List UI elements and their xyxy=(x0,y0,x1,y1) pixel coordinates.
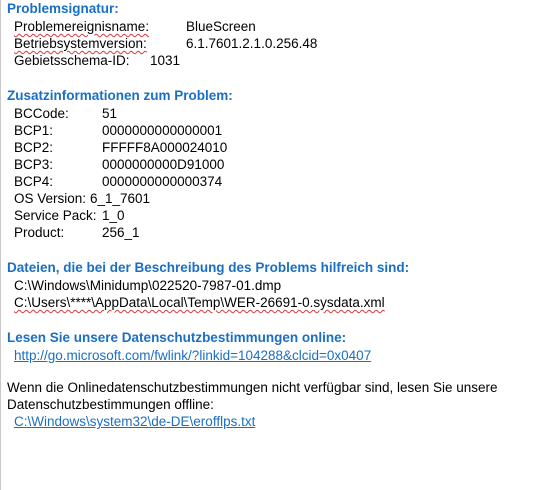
additional-row xyxy=(7,156,537,173)
signature-heading: Problemsignatur: xyxy=(7,1,119,16)
bcp3-value: 0000000000D91000 xyxy=(102,157,225,172)
locale-id-label: Gebietsschema-ID: xyxy=(14,53,130,68)
bcp2-value: FFFFF8A000024010 xyxy=(102,140,228,155)
product-value: 256_1 xyxy=(102,225,140,240)
privacy-online-heading: Lesen Sie unsere Datenschutzbestimmungen online: xyxy=(7,330,347,345)
event-name-value: BlueScreen xyxy=(186,19,256,34)
signature-row-locale-id xyxy=(7,52,537,69)
bccode-value: 51 xyxy=(102,106,118,121)
bcp4-value: 0000000000000374 xyxy=(102,174,223,189)
additional-row xyxy=(7,190,537,207)
files-heading: Dateien, die bei der Beschreibung des Problems hilfreich sind: xyxy=(7,260,410,275)
event-name-label: Problemereignisname: xyxy=(14,19,150,34)
additional-row xyxy=(7,207,537,224)
os-version-short-value: 6_1_7601 xyxy=(90,191,151,206)
os-version-value: 6.1.7601.2.1.0.256.48 xyxy=(186,36,318,51)
privacy-offline-row xyxy=(7,413,537,430)
bcp3-label: BCP3: xyxy=(14,157,54,172)
file-path-sysdata xyxy=(7,294,537,311)
problem-details-content xyxy=(7,0,537,430)
bccode-label: BCCode: xyxy=(14,106,69,121)
product-label: Product: xyxy=(14,225,65,240)
privacy-offline-link[interactable]: C:\Windows\system32\de-DE\erofflps.txt xyxy=(14,414,256,429)
privacy-online-row xyxy=(7,347,537,364)
sysdata-path-text: C:\Users\****\AppData\Local\Temp\WER-26691-0.sysdata.xml xyxy=(14,295,385,310)
privacy-offline-text: Wenn die Onlinedatenschutzbestimmungen nicht verfügbar sind, lesen Sie unsere Datenschutzbestimmungen offline: xyxy=(7,380,498,412)
service-pack-label: Service Pack: xyxy=(14,208,97,223)
signature-row-os-version xyxy=(7,35,537,52)
os-version-label: Betriebsystemversion: xyxy=(14,36,147,51)
spacer xyxy=(7,364,537,379)
bcp4-label: BCP4: xyxy=(14,174,54,189)
service-pack-value: 1_0 xyxy=(102,208,125,223)
spacer xyxy=(7,241,537,259)
signature-row-event-name xyxy=(7,18,537,35)
bcp1-label: BCP1: xyxy=(14,123,54,138)
os-version-short-label: OS Version: xyxy=(14,191,87,206)
additional-info-heading: Zusatzinformationen zum Problem: xyxy=(7,88,233,103)
bcp2-label: BCP2: xyxy=(14,140,54,155)
additional-row xyxy=(7,122,537,139)
spacer xyxy=(7,69,537,87)
additional-row xyxy=(7,173,537,190)
file-path-minidump: C:\Windows\Minidump\022520-7987-01.dmp xyxy=(14,278,282,293)
spacer xyxy=(7,311,537,329)
privacy-online-link[interactable]: http://go.microsoft.com/fwlink/?linkid=104288&clcid=0x0407 xyxy=(14,348,372,363)
bcp1-value: 0000000000000001 xyxy=(102,123,223,138)
additional-row xyxy=(7,224,537,241)
window-left-border xyxy=(0,0,1,490)
locale-id-value: 1031 xyxy=(150,53,181,68)
additional-row xyxy=(7,139,537,156)
additional-row xyxy=(7,105,537,122)
